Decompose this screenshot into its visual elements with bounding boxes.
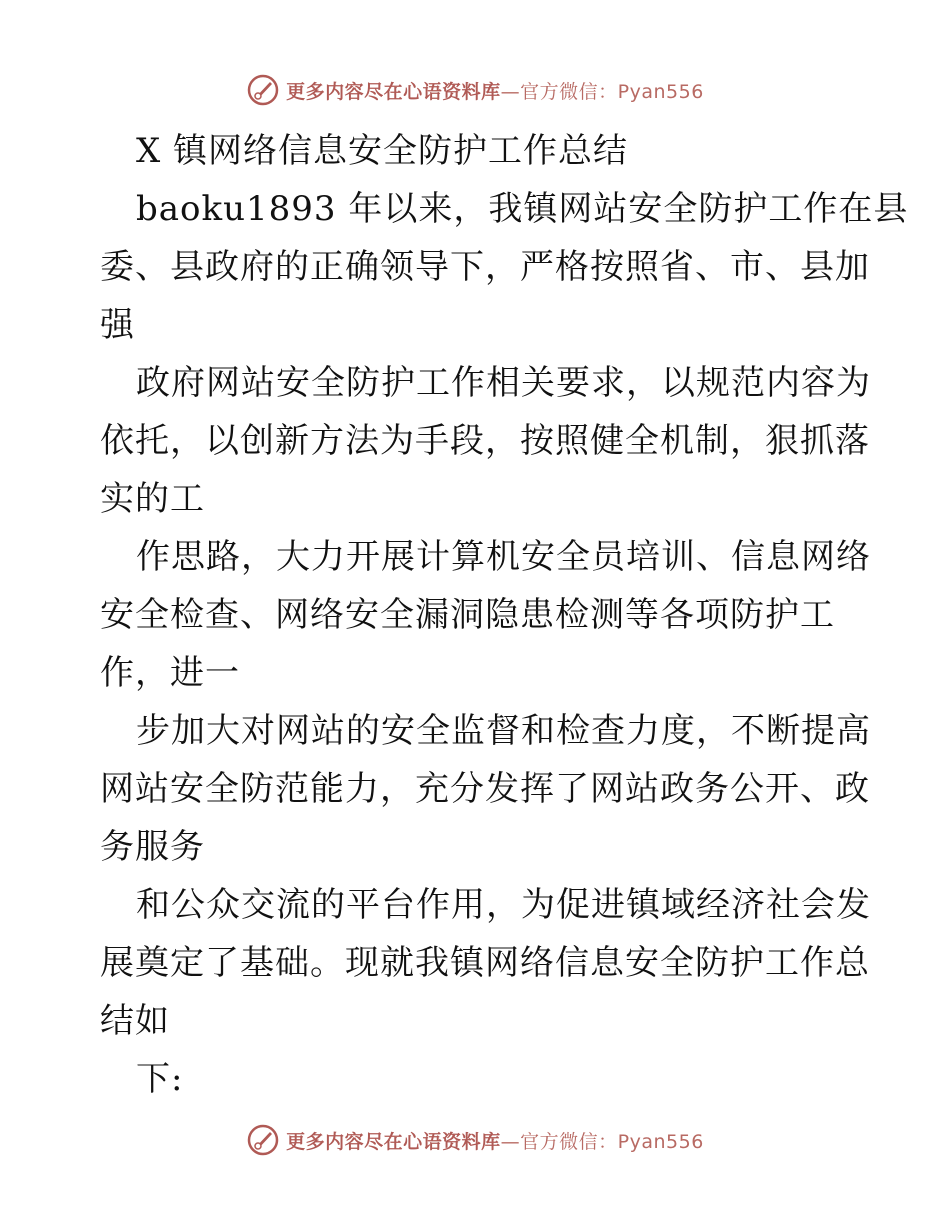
- quill-logo-icon: [246, 1123, 280, 1157]
- paragraph-line: 强: [100, 305, 135, 345]
- watermark-wechat: 官方微信：Pyan556: [520, 1130, 704, 1153]
- watermark-separator: —: [500, 80, 521, 103]
- paragraph-line: 和公众交流的平台作用，为促进镇域经济社会发: [136, 885, 871, 925]
- watermark-text: [286, 1127, 704, 1154]
- paragraph-line: 务服务: [100, 827, 205, 867]
- paragraph-line: 安全检查、网络安全漏洞隐患检测等各项防护工: [100, 595, 835, 635]
- document-title: X 镇网络信息安全防护工作总结: [136, 131, 629, 171]
- document-body: [100, 122, 909, 1108]
- paragraph-line: 展奠定了基础。现就我镇网络信息安全防护工作总: [100, 943, 870, 983]
- paragraph-line: 政府网站安全防护工作相关要求，以规范内容为: [136, 363, 871, 403]
- watermark-wechat: 官方微信：Pyan556: [520, 80, 704, 103]
- watermark-text: [286, 77, 704, 104]
- watermark-separator: —: [500, 1130, 521, 1153]
- watermark-site: 更多内容尽在心语资料库: [286, 80, 501, 103]
- watermark-banner-bottom: [0, 1120, 950, 1160]
- watermark-site: 更多内容尽在心语资料库: [286, 1130, 501, 1153]
- paragraph-line: 作，进一: [100, 653, 240, 693]
- paragraph-line: 依托，以创新方法为手段，按照健全机制，狠抓落: [100, 421, 870, 461]
- paragraph-line: 实的工: [100, 479, 205, 519]
- paragraph-line: 网站安全防范能力，充分发挥了网站政务公开、政: [100, 769, 870, 809]
- watermark-banner-top: [0, 70, 950, 110]
- paragraph-line: 下:: [136, 1059, 184, 1099]
- paragraph-line: 作思路，大力开展计算机安全员培训、信息网络: [136, 537, 871, 577]
- paragraph-line: baoku1893 年以来，我镇网站安全防护工作在县: [136, 189, 909, 229]
- paragraph-line: 委、县政府的正确领导下，严格按照省、市、县加: [100, 247, 870, 287]
- paragraph-line: 结如: [100, 1001, 170, 1041]
- quill-logo-icon: [246, 73, 280, 107]
- paragraph-line: 步加大对网站的安全监督和检查力度，不断提高: [136, 711, 871, 751]
